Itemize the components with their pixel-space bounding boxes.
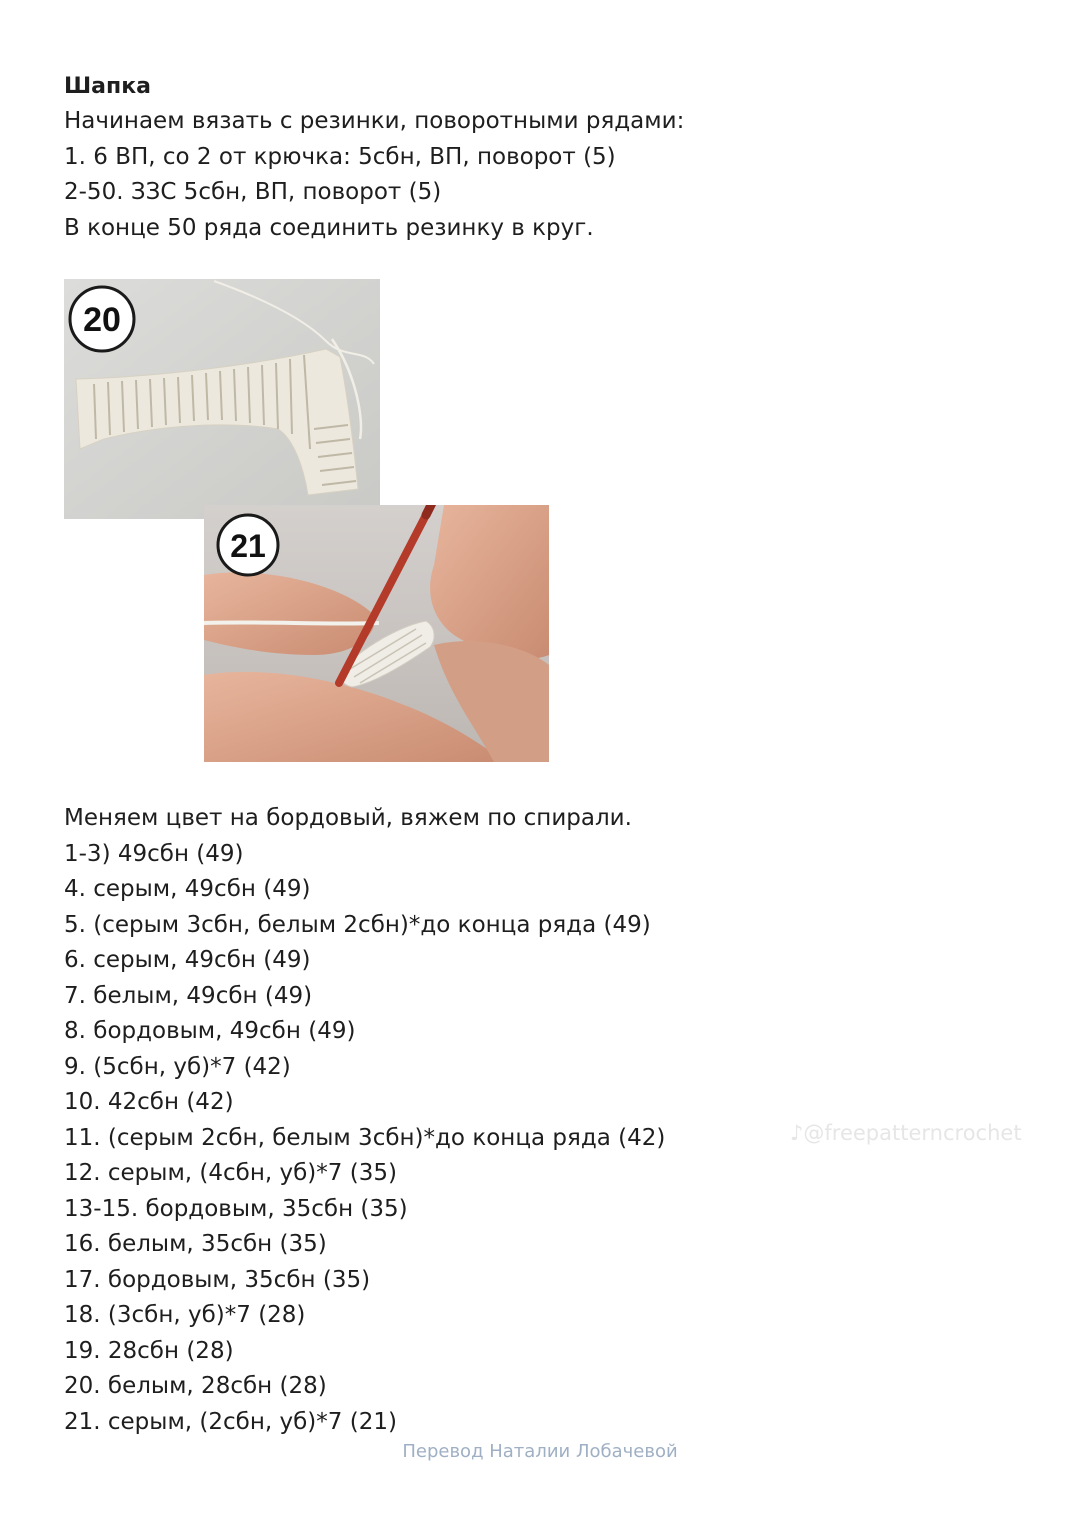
instruction-line: 13-15. бордовым, 35сбн (35) <box>64 1195 408 1222</box>
step-photo-20 <box>64 279 380 519</box>
section-title: Шапка <box>64 74 152 99</box>
instruction-line: 9. (5сбн, уб)*7 (42) <box>64 1053 291 1080</box>
instruction-line: 21. серым, (2сбн, уб)*7 (21) <box>64 1408 397 1435</box>
instruction-line: 16. белым, 35сбн (35) <box>64 1231 327 1257</box>
instruction-line: 7. белым, 49сбн (49) <box>64 982 313 1009</box>
photo-number: 20 <box>83 301 121 339</box>
instruction-line: 19. 28сбн (28) <box>64 1337 234 1364</box>
instruction-line: 17. бордовым, 35сбн (35) <box>64 1266 371 1293</box>
instruction-line: 11. (серым 2сбн, белым 3сбн)*до конца ряда (42) <box>64 1124 666 1151</box>
photo-number: 21 <box>230 528 266 564</box>
tiktok-icon: ♪ <box>790 1121 804 1145</box>
instruction-line: 8. бордовым, 49сбн (49) <box>64 1018 356 1044</box>
watermark: ♪@freepatterncrochet <box>790 1121 1022 1145</box>
instruction-line: 5. (серым 3сбн, белым 2сбн)*до конца ряда (49) <box>64 911 651 938</box>
instruction-line: 20. белым, 28сбн (28) <box>64 1373 327 1399</box>
spiral-instructions <box>64 801 665 1440</box>
ribbing-instructions <box>64 104 684 246</box>
instruction-line: 12. серым, (4сбн, уб)*7 (35) <box>64 1160 397 1186</box>
instruction-line: 1-3) 49сбн (49) <box>64 840 244 867</box>
step-photo-21 <box>204 505 549 762</box>
instruction-line: Меняем цвет на бордовый, вяжем по спирали. <box>64 805 632 831</box>
instruction-line: 6. серым, 49сбн (49) <box>64 947 311 973</box>
instruction-line: 18. (3сбн, уб)*7 (28) <box>64 1302 306 1328</box>
instruction-line: 4. серым, 49сбн (49) <box>64 876 311 902</box>
instruction-line: 10. 42сбн (42) <box>64 1089 234 1115</box>
translator-credit: Перевод Наталии Лобачевой <box>402 1441 678 1462</box>
instruction-line: Начинаем вязать с резинки, поворотными рядами: <box>64 108 685 134</box>
instruction-line: 1. 6 ВП, со 2 от крючка: 5сбн, ВП, поворот (5) <box>64 143 616 170</box>
instruction-line: В конце 50 ряда соединить резинку в круг. <box>64 214 594 241</box>
instruction-line: 2-50. ЗЗС 5сбн, ВП, поворот (5) <box>64 179 442 205</box>
